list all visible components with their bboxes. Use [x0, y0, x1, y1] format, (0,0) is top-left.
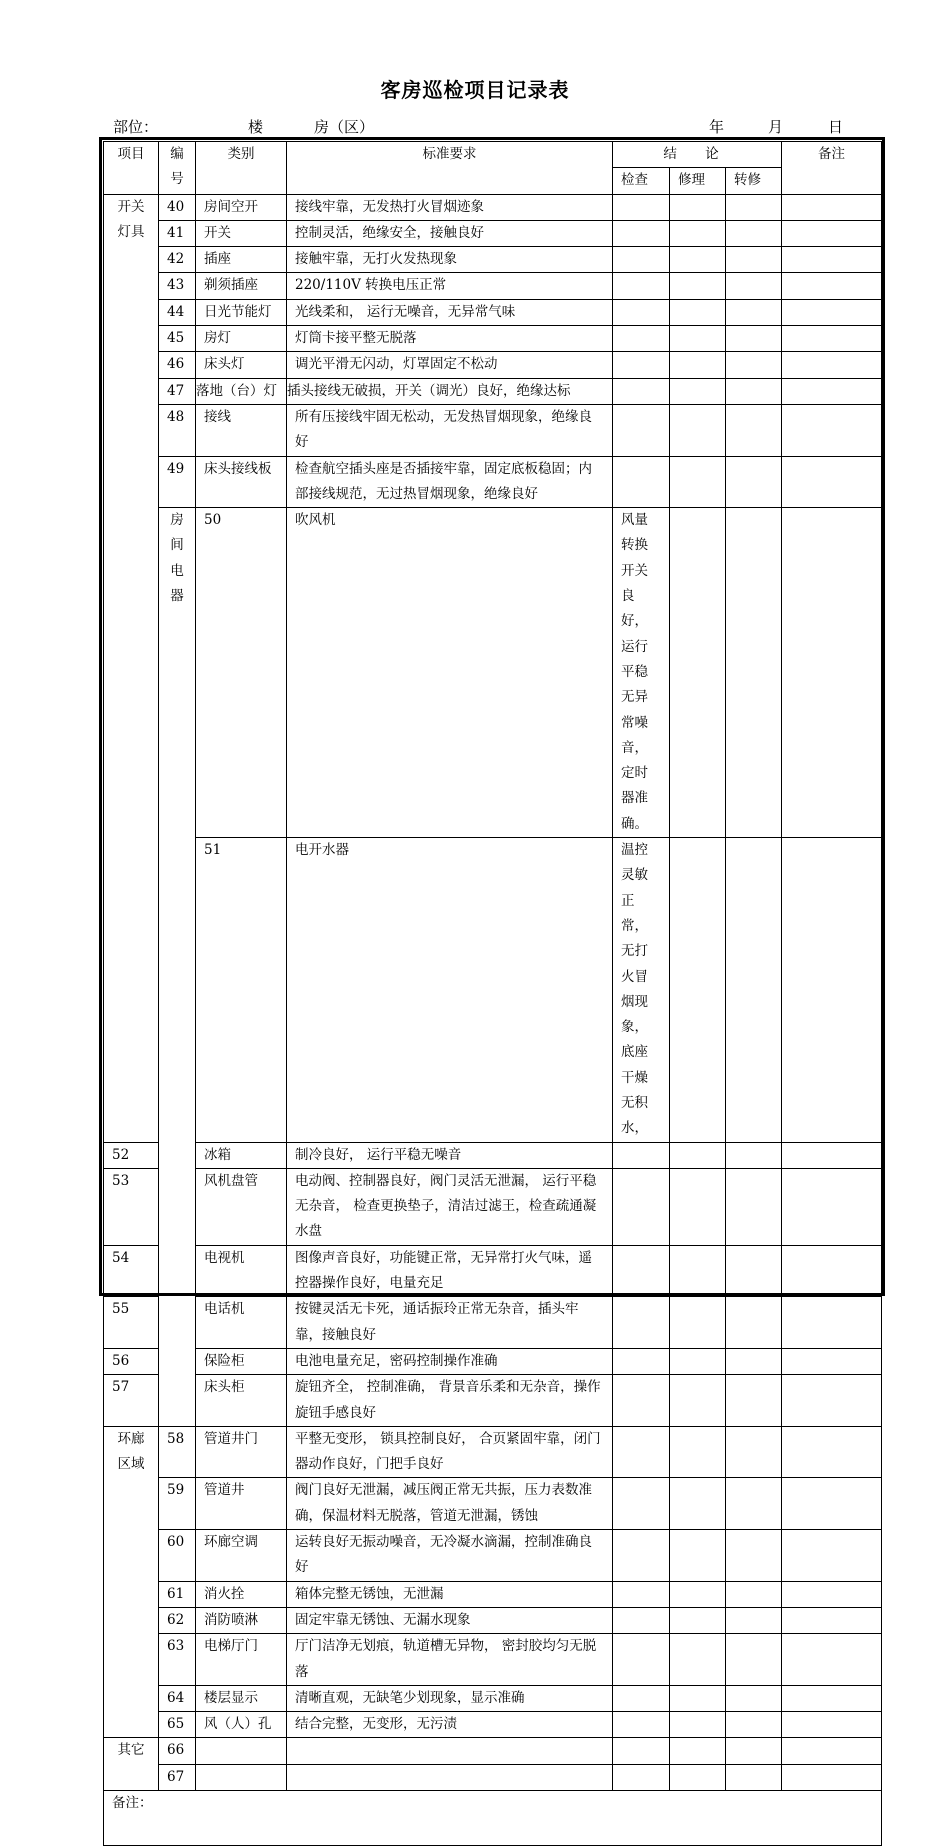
row-type: 消火拴: [196, 1581, 287, 1607]
check-cell[interactable]: [613, 1685, 670, 1711]
check-cell[interactable]: [613, 378, 670, 404]
repair-cell[interactable]: [670, 299, 726, 325]
group-label-room-appliance: [159, 508, 196, 1427]
repair-cell[interactable]: [670, 1712, 726, 1738]
floor-label: 楼: [248, 118, 264, 136]
row-standard: 厅门洁净无划痕，轨道槽无异物， 密封胶均匀无脱落: [287, 1634, 613, 1686]
group-label-line: 灯具: [117, 223, 145, 240]
transfer-cell[interactable]: [726, 378, 782, 404]
transfer-cell[interactable]: [726, 1348, 782, 1374]
transfer-cell[interactable]: [726, 220, 782, 246]
row-no: 45: [159, 326, 196, 352]
group-label-other: 其它: [104, 1738, 159, 1791]
row-standard: 插头接线无破损，开关（调光）良好，绝缘达标: [287, 378, 613, 404]
check-cell[interactable]: [670, 838, 726, 1143]
table-row: [104, 1168, 882, 1245]
table-row: [104, 404, 882, 456]
table-row: [104, 838, 882, 1143]
row-standard: 风量转换开关良好，运行平稳无异常噪音，定时器准确。: [613, 508, 670, 838]
row-standard: 电池电量充足，密码控制操作准确: [287, 1348, 613, 1374]
remarks-cell[interactable]: [782, 273, 882, 299]
check-cell[interactable]: [613, 456, 670, 508]
row-type: 落地（台）灯: [196, 378, 287, 404]
table-row: [104, 1607, 882, 1633]
remarks-cell[interactable]: [782, 1581, 882, 1607]
remarks-cell[interactable]: [782, 1712, 882, 1738]
table-row: [104, 1712, 882, 1738]
transfer-cell[interactable]: [726, 1426, 782, 1478]
row-no: 57: [104, 1375, 159, 1427]
table-row: [104, 326, 882, 352]
table-row: [104, 456, 882, 508]
row-type: 电话机: [196, 1297, 287, 1349]
row-standard: 光线柔和， 运行无噪音，无异常气味: [287, 299, 613, 325]
table-row: [104, 1375, 882, 1427]
check-cell[interactable]: [613, 1478, 670, 1530]
row-standard: 220/110V 转换电压正常: [287, 273, 613, 299]
row-type: 开关: [196, 220, 287, 246]
repair-cell[interactable]: [670, 1738, 726, 1764]
row-type: 电梯厅门: [196, 1634, 287, 1686]
day-label: 日: [828, 118, 844, 136]
row-no: 55: [104, 1297, 159, 1349]
transfer-cell[interactable]: [726, 1685, 782, 1711]
repair-cell[interactable]: [726, 508, 782, 838]
check-cell[interactable]: [613, 1712, 670, 1738]
transfer-cell[interactable]: [726, 1245, 782, 1297]
table-row: [104, 1426, 882, 1478]
row-standard: 旋钮齐全， 控制准确， 背景音乐柔和无杂音，操作旋钮手感良好: [287, 1375, 613, 1427]
row-type: 冰箱: [196, 1142, 287, 1168]
notes-label: 备注：: [112, 1795, 153, 1811]
row-type: 房灯: [196, 326, 287, 352]
row-no: 40: [159, 194, 196, 220]
row-type: 床头柜: [196, 1375, 287, 1427]
row-no: 63: [159, 1634, 196, 1686]
row-type: 楼层显示: [196, 1685, 287, 1711]
row-type: 管道井: [196, 1478, 287, 1530]
row-standard: 检查航空插头座是否插接牢靠，固定底板稳固；内部接线规范，无过热冒烟现象，绝缘良好: [287, 456, 613, 508]
remarks-cell[interactable]: [782, 352, 882, 378]
row-standard: 电动阀、控制器良好，阀门灵活无泄漏， 运行平稳无杂音， 检查更换垫子，清洁过滤王，检查疏通凝水盘: [287, 1168, 613, 1245]
repair-cell[interactable]: [670, 1478, 726, 1530]
repair-cell[interactable]: [670, 352, 726, 378]
table-row: [104, 194, 882, 220]
group-label-switch-light: [104, 194, 159, 1142]
remarks-cell[interactable]: [782, 299, 882, 325]
check-cell[interactable]: [613, 1245, 670, 1297]
remarks-cell[interactable]: [782, 1142, 882, 1168]
remarks-cell[interactable]: [782, 220, 882, 246]
check-cell[interactable]: [613, 1764, 670, 1790]
table-row: [104, 1530, 882, 1582]
remarks-cell[interactable]: [782, 1764, 882, 1790]
repair-cell[interactable]: [670, 220, 726, 246]
notes-area[interactable]: [104, 1791, 882, 1846]
row-standard: 运转良好无振动噪音，无冷凝水滴漏，控制准确良好: [287, 1530, 613, 1582]
row-no: 49: [159, 456, 196, 508]
remarks-cell[interactable]: [782, 1634, 882, 1686]
remarks-cell[interactable]: [782, 247, 882, 273]
row-no: 51: [196, 838, 287, 1143]
remarks-cell[interactable]: [782, 1530, 882, 1582]
row-no: 50: [196, 508, 287, 838]
row-type: 风机盘管: [196, 1168, 287, 1245]
table-row: [104, 1297, 882, 1349]
transfer-cell[interactable]: [726, 1634, 782, 1686]
row-no: 41: [159, 220, 196, 246]
transfer-cell[interactable]: [726, 404, 782, 456]
col-category-header: 类别: [196, 142, 287, 195]
check-cell[interactable]: [613, 1297, 670, 1349]
row-standard: 温控灵敏正常，无打火冒烟现象，底座干燥无积水，: [613, 838, 670, 1143]
repair-cell[interactable]: [670, 1375, 726, 1427]
row-standard: 接触牢靠，无打火发热现象: [287, 247, 613, 273]
row-standard: 图像声音良好，功能键正常，无异常打火气味，遥控器操作良好，电量充足: [287, 1245, 613, 1297]
row-no: 60: [159, 1530, 196, 1582]
repair-cell[interactable]: [670, 378, 726, 404]
transfer-cell[interactable]: [726, 299, 782, 325]
transfer-cell[interactable]: [726, 1168, 782, 1245]
row-standard: 箱体完整无锈蚀，无泄漏: [287, 1581, 613, 1607]
repair-cell[interactable]: [670, 1530, 726, 1582]
table-row: [104, 247, 882, 273]
group-label-line: 开关: [117, 198, 145, 215]
transfer-cell[interactable]: [726, 1375, 782, 1427]
repair-cell[interactable]: [670, 1607, 726, 1633]
row-type: 消防喷淋: [196, 1607, 287, 1633]
table-row: [104, 1738, 882, 1764]
table-row: [104, 1685, 882, 1711]
remarks-cell[interactable]: [782, 1426, 882, 1478]
table-row: [104, 508, 882, 838]
row-no: 46: [159, 352, 196, 378]
row-no: 54: [104, 1245, 159, 1297]
check-cell[interactable]: [613, 326, 670, 352]
group-label-line: 房间: [170, 512, 184, 554]
row-no: 66: [159, 1738, 196, 1764]
row-no: 62: [159, 1607, 196, 1633]
row-no: 65: [159, 1712, 196, 1738]
table-row: [104, 220, 882, 246]
table-row: [104, 1764, 882, 1790]
row-no: 53: [104, 1168, 159, 1245]
check-cell[interactable]: [613, 1168, 670, 1245]
col-check-header: 检查: [613, 168, 670, 194]
row-type: 吹风机: [287, 508, 613, 838]
remarks-cell[interactable]: [782, 378, 882, 404]
row-standard: 阀门良好无泄漏，减压阀正常无共振，压力表数准确，保温材料无脱落，管道无泄漏，锈蚀: [287, 1478, 613, 1530]
transfer-cell[interactable]: [726, 1478, 782, 1530]
row-standard: 调光平滑无闪动，灯罩固定不松动: [287, 352, 613, 378]
remarks-cell[interactable]: [782, 456, 882, 508]
row-standard[interactable]: [287, 1738, 613, 1764]
row-standard: 固定牢靠无锈蚀、无漏水现象: [287, 1607, 613, 1633]
row-no: 61: [159, 1581, 196, 1607]
table-row: [104, 1245, 882, 1297]
table-row: [104, 1581, 882, 1607]
row-standard: 清晰直观，无缺笔少划现象，显示准确: [287, 1685, 613, 1711]
row-no: 42: [159, 247, 196, 273]
col-no-line-1: 编: [170, 146, 184, 162]
table-row: [104, 1348, 882, 1374]
room-zone-label: 房（区）: [314, 118, 375, 136]
check-cell[interactable]: [613, 1348, 670, 1374]
repair-cell[interactable]: [670, 404, 726, 456]
col-transfer-header: 转修: [726, 168, 782, 194]
row-type: 接线: [196, 404, 287, 456]
repair-cell[interactable]: [670, 1634, 726, 1686]
row-standard: 结合完整，无变形，无污渍: [287, 1712, 613, 1738]
row-type: 保险柜: [196, 1348, 287, 1374]
col-conclusion-header: [613, 142, 782, 168]
row-no: 48: [159, 404, 196, 456]
col-no-line-2: 号: [170, 171, 184, 188]
row-type: 插座: [196, 247, 287, 273]
row-type[interactable]: [196, 1738, 287, 1764]
check-cell[interactable]: [613, 1634, 670, 1686]
repair-cell[interactable]: [670, 1581, 726, 1607]
row-standard: 所有压接线牢固无松动，无发热冒烟现象，绝缘良好: [287, 404, 613, 456]
table-row: [104, 1142, 882, 1168]
row-type: 电视机: [196, 1245, 287, 1297]
remarks-cell[interactable]: [782, 1738, 882, 1764]
check-cell[interactable]: [613, 220, 670, 246]
row-no: 59: [159, 1478, 196, 1530]
check-cell[interactable]: [613, 1375, 670, 1427]
row-type: 床头灯: [196, 352, 287, 378]
row-no: 43: [159, 273, 196, 299]
check-cell[interactable]: [670, 508, 726, 838]
row-type: 房间空开: [196, 194, 287, 220]
inspection-table: [103, 141, 882, 1846]
table-row: [104, 1634, 882, 1686]
repair-cell[interactable]: [670, 247, 726, 273]
transfer-cell[interactable]: [726, 1530, 782, 1582]
remarks-cell[interactable]: [782, 1685, 882, 1711]
row-type: 风（人）孔: [196, 1712, 287, 1738]
check-cell[interactable]: [613, 247, 670, 273]
col-item-header: 项目: [104, 142, 159, 195]
transfer-cell[interactable]: [726, 1607, 782, 1633]
table-row: [104, 299, 882, 325]
transfer-cell[interactable]: [726, 1142, 782, 1168]
page-title: 客房巡检项目记录表: [380, 78, 570, 102]
remarks-cell[interactable]: [782, 326, 882, 352]
table-row: [104, 1478, 882, 1530]
remarks-cell[interactable]: [782, 1297, 882, 1349]
row-standard: 按键灵活无卡死，通话振玲正常无杂音，插头牢靠，接触良好: [287, 1297, 613, 1349]
group-label-line: 环廊: [117, 1430, 145, 1447]
remarks-cell[interactable]: [782, 194, 882, 220]
row-type: 电开水器: [287, 838, 613, 1143]
check-cell[interactable]: [613, 273, 670, 299]
repair-cell[interactable]: [726, 838, 782, 1143]
row-type: 剃须插座: [196, 273, 287, 299]
check-cell[interactable]: [613, 1142, 670, 1168]
remarks-cell[interactable]: [782, 1348, 882, 1374]
col-no-header: [159, 142, 196, 195]
col-remarks-header: 备注: [782, 142, 882, 195]
transfer-cell[interactable]: [782, 838, 882, 1143]
remarks-cell[interactable]: [782, 404, 882, 456]
check-cell[interactable]: [613, 352, 670, 378]
col-repair-header: 修理: [670, 168, 726, 194]
row-no: 67: [159, 1764, 196, 1790]
remarks-cell[interactable]: [782, 1245, 882, 1297]
row-type: 日光节能灯: [196, 299, 287, 325]
row-no: 58: [159, 1426, 196, 1478]
row-standard: 灯筒卡接平整无脱落: [287, 326, 613, 352]
transfer-cell[interactable]: [726, 1738, 782, 1764]
check-cell[interactable]: [613, 1738, 670, 1764]
transfer-cell[interactable]: [782, 508, 882, 838]
transfer-cell[interactable]: [726, 1764, 782, 1790]
row-type: 床头接线板: [196, 456, 287, 508]
repair-cell[interactable]: [670, 1685, 726, 1711]
transfer-cell[interactable]: [726, 352, 782, 378]
row-type: 环廊空调: [196, 1530, 287, 1582]
dept-label: 部位：: [113, 118, 159, 136]
repair-cell[interactable]: [670, 273, 726, 299]
repair-cell[interactable]: [670, 1142, 726, 1168]
remarks-cell[interactable]: [782, 1375, 882, 1427]
table-row: [104, 378, 882, 404]
row-no: 52: [104, 1142, 159, 1168]
remarks-cell[interactable]: [782, 1478, 882, 1530]
check-cell[interactable]: [613, 194, 670, 220]
conclusion-label: 结 论: [663, 146, 731, 162]
month-label: 月: [768, 118, 784, 136]
group-label-line: 区域: [117, 1456, 145, 1473]
transfer-cell[interactable]: [726, 1297, 782, 1349]
repair-cell[interactable]: [670, 194, 726, 220]
table-row: [104, 273, 882, 299]
row-type[interactable]: [196, 1764, 287, 1790]
repair-cell[interactable]: [670, 456, 726, 508]
row-no: 44: [159, 299, 196, 325]
row-standard: 制冷良好， 运行平稳无噪音: [287, 1142, 613, 1168]
row-standard: 接线牢靠，无发热打火冒烟迹象: [287, 194, 613, 220]
repair-cell[interactable]: [670, 326, 726, 352]
row-standard[interactable]: [287, 1764, 613, 1790]
col-standard-header: 标准要求: [287, 142, 613, 195]
check-cell[interactable]: [613, 1426, 670, 1478]
repair-cell[interactable]: [670, 1297, 726, 1349]
repair-cell[interactable]: [670, 1426, 726, 1478]
row-type: 管道井门: [196, 1426, 287, 1478]
transfer-cell[interactable]: [726, 273, 782, 299]
transfer-cell[interactable]: [726, 326, 782, 352]
row-standard: 平整无变形， 锁具控制良好， 合页紧固牢靠，闭门器动作良好，门把手良好: [287, 1426, 613, 1478]
check-cell[interactable]: [613, 299, 670, 325]
row-no: 47: [159, 378, 196, 404]
transfer-cell[interactable]: [726, 1581, 782, 1607]
check-cell[interactable]: [613, 1530, 670, 1582]
row-no: 64: [159, 1685, 196, 1711]
row-standard: 控制灵活，绝缘安全，接触良好: [287, 220, 613, 246]
group-label-corridor-area: [104, 1426, 159, 1738]
repair-cell[interactable]: [670, 1348, 726, 1374]
check-cell[interactable]: [613, 1581, 670, 1607]
year-label: 年: [709, 118, 725, 136]
transfer-cell[interactable]: [726, 456, 782, 508]
row-no: 56: [104, 1348, 159, 1374]
check-cell[interactable]: [613, 404, 670, 456]
transfer-cell[interactable]: [726, 1712, 782, 1738]
repair-cell[interactable]: [670, 1245, 726, 1297]
repair-cell[interactable]: [670, 1168, 726, 1245]
repair-cell[interactable]: [670, 1764, 726, 1790]
remarks-cell[interactable]: [782, 1607, 882, 1633]
transfer-cell[interactable]: [726, 194, 782, 220]
remarks-cell[interactable]: [782, 1168, 882, 1245]
group-label-line: 电器: [170, 562, 184, 605]
table-row: [104, 352, 882, 378]
transfer-cell[interactable]: [726, 247, 782, 273]
check-cell[interactable]: [613, 1607, 670, 1633]
